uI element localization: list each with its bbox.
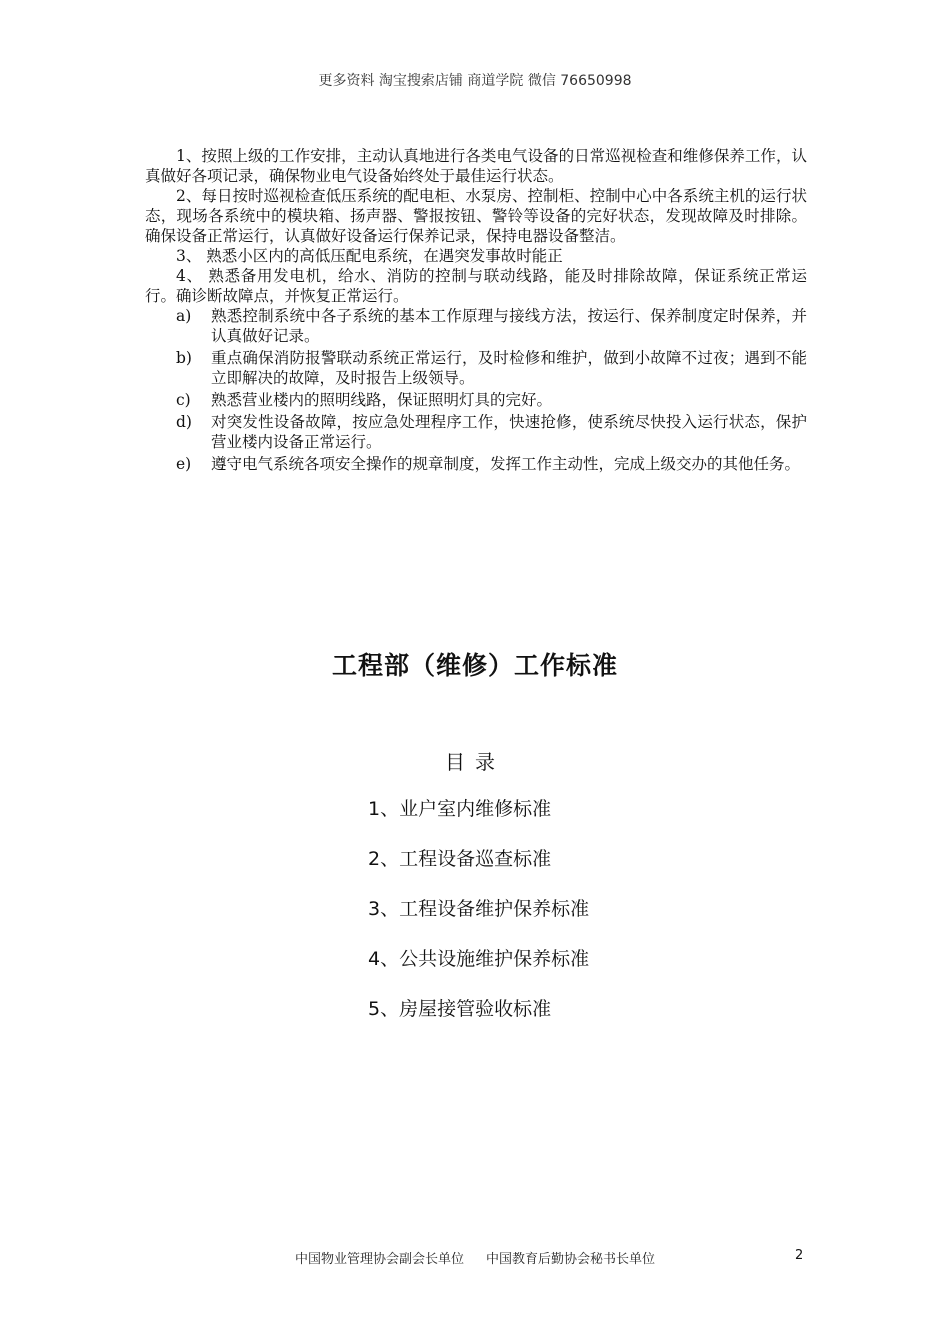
list-marker: b) xyxy=(176,349,192,367)
page-header: 更多资料 淘宝搜索店铺 商道学院 微信 76650998 xyxy=(318,73,632,89)
list-item xyxy=(145,390,807,410)
paragraph-4: 4、 熟悉备用发电机，给水、消防的控制与联动线路，能及时排除故障，保证系统正常运行。确诊断故障点，并恢复正常运行。 xyxy=(145,267,807,305)
table-of-contents xyxy=(368,794,589,1044)
toc-title: 目录 xyxy=(445,750,505,774)
toc-item: 5、房屋接管验收标准 xyxy=(368,998,552,1020)
paragraph-3: 3、 熟悉小区内的高低压配电系统，在遇突发事故时能正 xyxy=(176,247,563,265)
section-title: 工程部（维修）工作标准 xyxy=(331,651,618,680)
page-number: 2 xyxy=(795,1248,804,1263)
list-item xyxy=(145,348,807,388)
duty-list xyxy=(145,306,807,474)
list-item-text: 对突发性设备故障，按应急处理程序工作，快速抢修，使系统尽快投入运行状态，保护营业楼内设备正常运行。 xyxy=(211,413,807,451)
list-item xyxy=(145,454,807,474)
list-item xyxy=(145,412,807,452)
list-marker: a) xyxy=(176,307,192,325)
toc-item: 3、工程设备维护保养标准 xyxy=(368,898,590,920)
list-marker: d) xyxy=(176,413,192,431)
list-item-text: 遵守电气系统各项安全操作的规章制度，发挥工作主动性，完成上级交办的其他任务。 xyxy=(211,455,801,473)
page-footer xyxy=(0,1248,950,1267)
list-item xyxy=(145,306,807,346)
toc-item: 2、工程设备巡查标准 xyxy=(368,848,552,870)
toc-item: 4、公共设施维护保养标准 xyxy=(368,948,590,970)
paragraph-1: 1、按照上级的工作安排，主动认真地进行各类电气设备的日常巡视检查和维修保养工作，认真做好各项记录，确保物业电气设备始终处于最佳运行状态。 xyxy=(145,147,807,185)
body-text xyxy=(145,146,807,476)
paragraph-2: 2、每日按时巡视检查低压系统的配电柜、水泵房、控制柜、控制中心中各系统主机的运行状态，现场各系统中的模块箱、扬声器、警报按钮、警铃等设备的完好状态，发现故障及时排除。确保设备正常运行，认真做好设备运行保养记录，保持电器设备整洁。 xyxy=(145,187,807,245)
footer-left-text: 中国物业管理协会副会长单位 xyxy=(294,1252,464,1267)
list-item-text: 熟悉营业楼内的照明线路，保证照明灯具的完好。 xyxy=(211,391,553,409)
list-marker: e) xyxy=(176,455,192,473)
list-item-text: 熟悉控制系统中各子系统的基本工作原理与接线方法，按运行、保养制度定时保养，并认真做好记录。 xyxy=(211,307,807,345)
list-marker: c) xyxy=(176,391,191,409)
footer-right-text: 中国教育后勤协会秘书长单位 xyxy=(486,1252,656,1267)
list-item-text: 重点确保消防报警联动系统正常运行，及时检修和维护，做到小故障不过夜；遇到不能立即解决的故障，及时报告上级领导。 xyxy=(211,349,807,387)
toc-item: 1、业户室内维修标准 xyxy=(368,798,552,820)
